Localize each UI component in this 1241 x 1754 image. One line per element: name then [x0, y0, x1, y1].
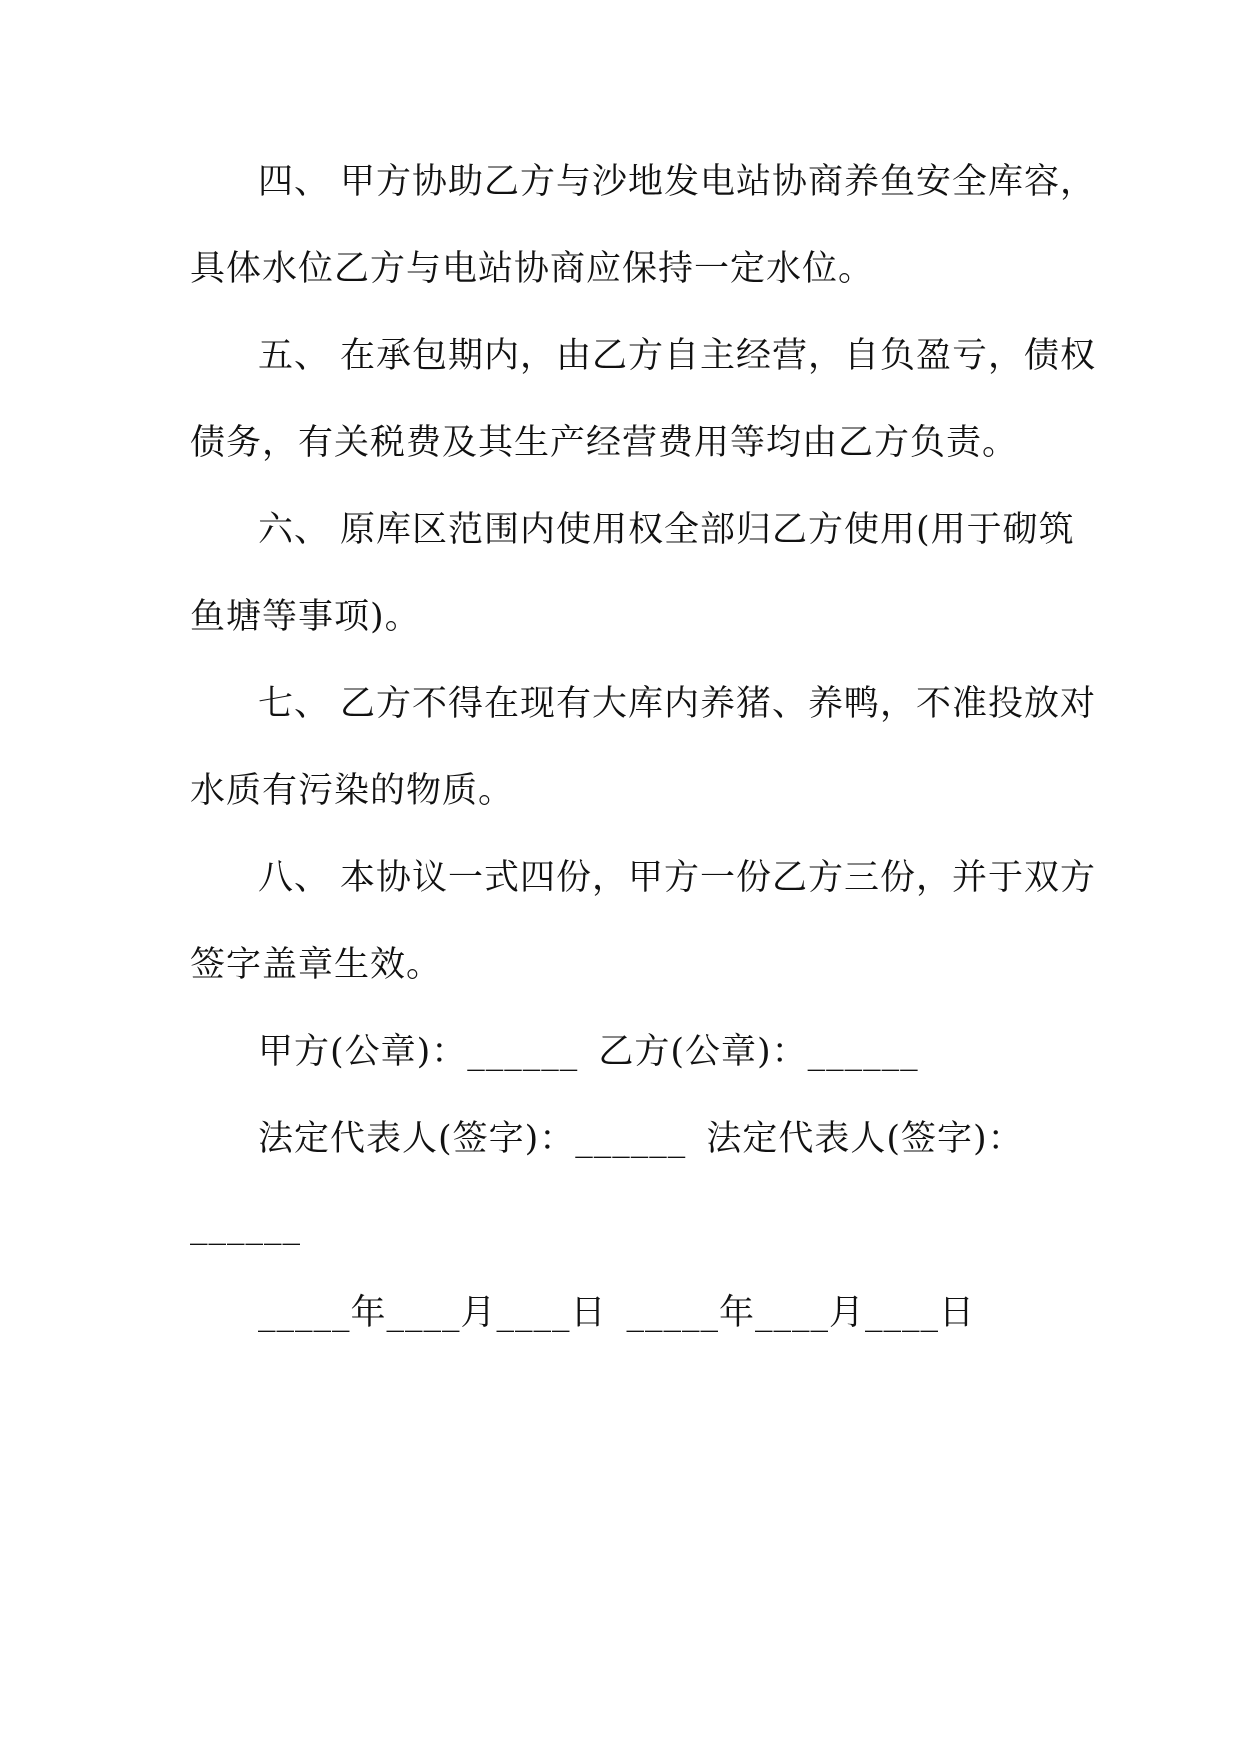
clause-8-line-2: 签字盖章生效。	[190, 945, 443, 985]
clause-5-line-1	[258, 334, 1158, 378]
clause-4-line-2: 具体水位乙方与电站协商应保持一定水位。	[190, 249, 875, 289]
party-b-representative: 法定代表人(签字)：	[706, 1119, 1024, 1159]
seal-line	[258, 1030, 1158, 1074]
clause-7-line-2: 水质有污染的物质。	[190, 771, 515, 811]
clause-7-text-1: 乙方不得在现有大库内养猪、养鸭，不准投放对	[340, 684, 1097, 724]
clause-5-line-2: 债务，有关税费及其生产经营费用等均由乙方负责。	[190, 423, 1019, 463]
clause-4-number: 四、	[258, 162, 331, 202]
clause-6-text-1: 原库区范围内使用权全部归乙方使用(用于砌筑	[340, 510, 1075, 550]
party-a-seal: 甲方(公章)：______	[258, 1032, 579, 1072]
clause-8-number: 八、	[258, 858, 331, 898]
party-a-representative: 法定代表人(签字)：______	[258, 1119, 687, 1159]
party-b-date: _____年____月____日	[626, 1293, 976, 1333]
clause-6-number: 六、	[258, 510, 331, 550]
party-b-seal: 乙方(公章)：______	[598, 1032, 919, 1072]
clause-8-line-1	[258, 856, 1158, 900]
clause-4-text-1: 甲方协助乙方与沙地发电站协商养鱼安全库容，	[340, 162, 1097, 202]
clause-7-line-1	[258, 682, 1158, 726]
clause-8-text-1: 本协议一式四份，甲方一份乙方三份，并于双方	[340, 858, 1097, 898]
party-b-representative-blank: ______	[190, 1206, 301, 1246]
clause-6-line-1	[258, 508, 1158, 552]
date-line	[258, 1291, 1158, 1335]
clause-5-text-1: 在承包期内，由乙方自主经营，自负盈亏，债权	[340, 336, 1097, 376]
representative-line	[258, 1117, 1158, 1161]
clause-5-number: 五、	[258, 336, 331, 376]
clause-7-number: 七、	[258, 684, 331, 724]
party-a-date: _____年____月____日	[258, 1293, 607, 1333]
clause-4-line-1	[258, 160, 1158, 204]
clause-6-line-2: 鱼塘等事项)。	[190, 597, 421, 637]
